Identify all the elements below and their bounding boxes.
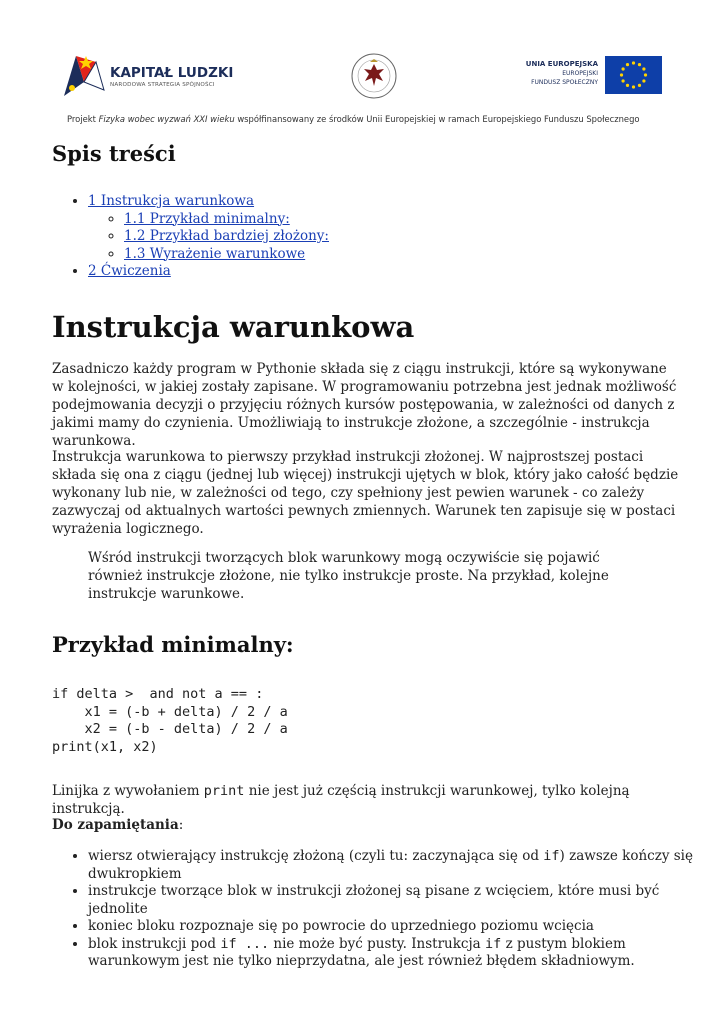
paragraph-print-note: Linijka z wywołaniem print nie jest już częścią instrukcji warunkowej, tylko kolejną instrukcją. [52,783,630,817]
toc-subitem [124,246,329,264]
eu-logo [516,56,662,96]
inline-code-if: if [543,848,560,864]
list-item: • blok instrukcji pod if ... nie może być pusty. Instrukcja if z pustym blokiem warunkowym jest nie tylko nieprzydatna, ale jest również błędem składniowym. [88,936,698,971]
toc-link-przyklad-zlozony[interactable]: 1.2 Przykład bardziej złożony: [124,228,329,244]
list-item: • koniec bloku rozpoznaje się po powrocie do uprzedniego poziomu wcięcia [88,918,698,936]
toc-link-cwiczenia[interactable]: 2 Ćwiczenia [88,263,171,279]
kapital-ludzki-title: KAPITAŁ LUDZKI [110,65,234,81]
project-title: Fizyka wobec wyzwań XXI wieku [98,114,235,124]
list-item: • instrukcje tworzące blok w instrukcji złożonej są pisane z wcięciem, które musi być jednolite [88,883,698,918]
kapital-ludzki-logo [62,52,242,100]
paragraph-intro: Zasadniczo każdy program w Pythonie składa się z ciągu instrukcji, które są wykonywane w kolejności, w jakiej zostały zapisane. W programowaniu potrzebna jest jednak możliwość podejmowania decyzji o przyjęciu różnych kursów postępowania, w zależności od danych z jakimi mamy do czynienia. Umożliwiają to instrukcje złożone, a szczególnie - instrukcja warunkowa. [52,361,677,449]
page-header [0,0,725,135]
kapital-ludzki-emblem-icon [62,52,108,98]
toc-link-instrukcja-warunkowa[interactable]: 1 Instrukcja warunkowa [88,193,255,209]
remember-label: Do zapamiętania [52,817,179,833]
inline-code-print: print [203,783,245,799]
article-title: Instrukcja warunkowa [52,310,415,344]
project-funding-note: Projekt Fizyka wobec wyzwań XXI wieku współfinansowany ze środków Unii Europejskiej w ramach Europejskiego Funduszu Społecznego [67,114,640,124]
inline-code-if-ellipsis: if ... [220,935,270,952]
blockquote-note: Wśród instrukcji tworzących blok warunkowy mogą oczywiście się pojawić również instrukcje złożone, nie tylko instrukcje proste. Na przykład, kolejne instrukcje warunkowe. [88,550,609,602]
eu-fund-label-1: EUROPEJSKI [562,70,598,77]
toc-heading: Spis treści [52,141,176,166]
list-item: • wiersz otwierający instrukcję złożoną (czyli tu: zaczynająca się od if) zawsze kończy się dwukropkiem [88,848,698,883]
table-of-contents [52,193,329,281]
eu-fund-label-2: FUNDUSZ SPOŁECZNY [531,79,598,86]
remember-heading: Do zapamiętania: [52,817,184,833]
toc-link-wyrazenie-warunkowe[interactable]: 1.3 Wyrażenie warunkowe [124,245,306,262]
toc-item [88,193,329,263]
toc-item [88,263,329,281]
toc-subitem [124,211,329,229]
toc-subitem [124,228,329,246]
eu-flag-icon [605,56,662,94]
kapital-ludzki-subtitle: NARODOWA STRATEGIA SPÓJNOŚCI [110,82,215,88]
code-example: if delta > and not a == : x1 = (-b + delta) / 2 / a x2 = (-b - delta) / 2 / a print(x1, x2) [52,686,288,756]
university-seal-icon [350,50,398,102]
eu-union-label: UNIA EUROPEJSKA [525,60,598,68]
paragraph-definition: Instrukcja warunkowa to pierwszy przykład instrukcji złożonej. W najprostszej postaci składa się ona z ciągu (jednej lub więcej) instrukcji ujętych w blok, który jako całość będzie wykonany lub nie, w zależności od tego, czy spełniony jest pewien warunek - co zależy zazwyczaj od aktualnych wartości pewnych zmiennych. Warunek ten zapisuje się w postaci wyrażenia logicznego. [52,449,679,537]
toc-link-przyklad-minimalny[interactable]: 1.1 Przykład minimalny: [124,210,290,227]
inline-code-if: if [485,935,502,952]
section-heading-przyklad-minimalny: Przykład minimalny: [52,632,294,657]
remember-list [52,848,698,971]
